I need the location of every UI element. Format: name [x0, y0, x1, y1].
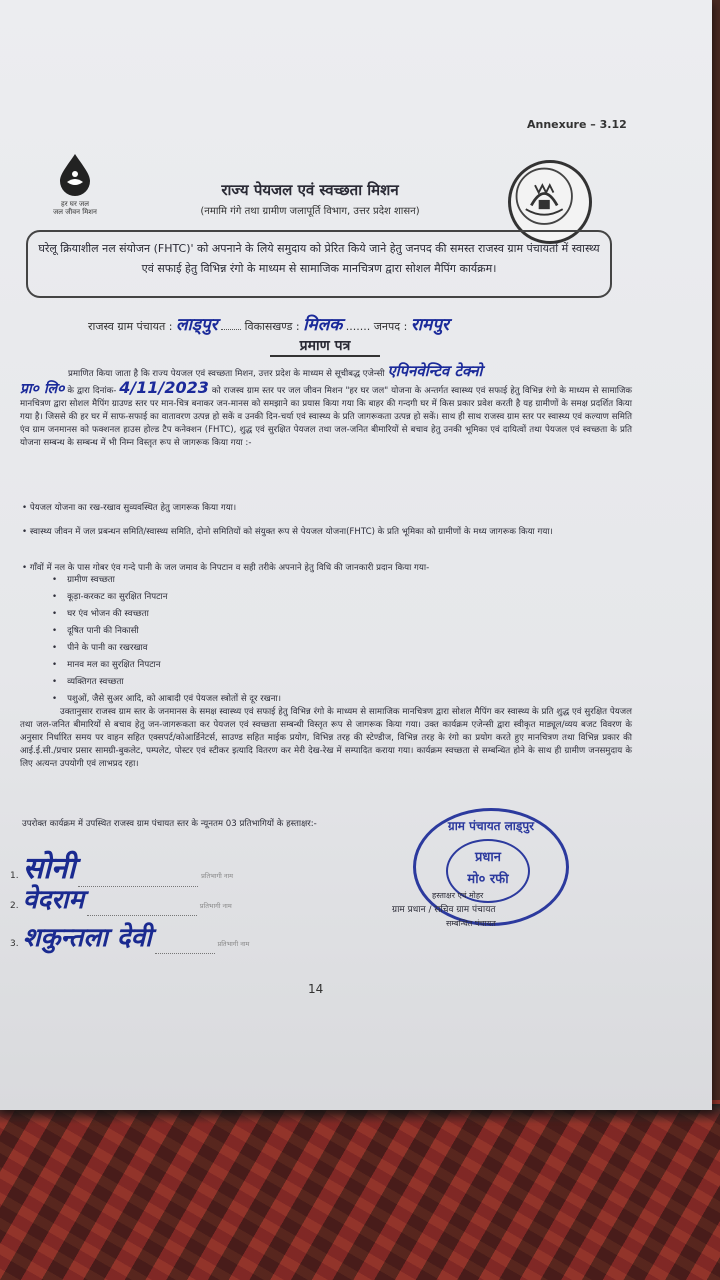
pradhan-line-2: ग्राम प्रधान / सचिव ग्राम पंचायत — [392, 905, 496, 915]
list-item: • व्यक्तिगत स्वच्छता — [52, 674, 281, 691]
certificate-heading: प्रमाण पत्र — [270, 336, 380, 357]
sanitation-sub-list — [52, 572, 281, 708]
bullet-2-text: स्वास्थ्य जीवन में जल प्रबन्धन समिति/स्वास्थ्य समिति, दोनो समितियों को संयुक्त रूप से पेयजल योजना(FHTC) के प्रति भूमिका को ग्रामीणों के मध्य जागरूक किया गया। — [29, 527, 553, 537]
para1-line2b: को राजस्व ग्राम स्तर पर जल जीवन मिशन "हर घर जल" योजना के अन्तर्गत — [211, 386, 449, 396]
page-title: राज्य पेयजल एवं स्वच्छता मिशन — [221, 181, 399, 199]
annexure-label: Annexure – 3.12 — [527, 118, 627, 131]
logo-caption-1: हर घर जल — [61, 200, 89, 208]
water-drop-logo-icon — [55, 152, 95, 196]
page-number: 14 — [308, 982, 324, 996]
bullet-1: • पेयजल योजना का रख-रखाव सुव्यवस्थित हेतु जागरूक किया गया। — [22, 503, 237, 513]
para1-rest: स्वास्थ्य एवं सफाई हेतु विभिन्न रंगो के माध्यम से सामाजिक मानचित्रण द्वारा सोशल मैपिंग ग्राउण्ड स्तर पर मान-चित्र बनाकर जन-मानस को समझाने का प्रयास किया गया कि बाहर की गन्दगी घर में किस प्रकार प्रवेश करती है यह ग्रामीणों के समक्ष प्रदर्शित किया गया है। जिससे की हर घर में साफ-सफाई का वातावरण उत्पन्न हो सकें व उनकी दिन-चर्या एवं स्वास्थ्य के प्रति जागरूकता उत्पन्न हो सकें। साथ ही साथ राजस्व ग्राम स्तर पर स्वास्थ्य एवं कल्याण समिति एंव ग्राम जनमानस को फक्शनल हाउस होल्ड टैप कनेक्शन (FHTC), शुद्ध एवं सुरक्षित पेयजल तथा जल-जनित बीमारियों से बचाव हेतु उनकी भूमिका एवं दायित्वों तथा पेयजल एवं स्वच्छता के प्रति योजना सम्बन्ध के सम्बन्ध में भी निम्न विस्तृत रूप से जागरूक किया गया :- — [20, 386, 633, 448]
sig-line-2 — [87, 915, 197, 916]
signature-1: सोनी — [22, 851, 76, 886]
gram-panchayat-line — [88, 312, 668, 335]
agency-handwritten-2: प्रा० लि० — [20, 381, 65, 397]
list-item: • घर एंव भोजन की स्वच्छता — [52, 606, 281, 623]
list-item: • दूषित पानी की निकासी — [52, 623, 281, 640]
gp-dots — [221, 329, 241, 330]
bullet-2: • स्वास्थ्य जीवन में जल प्रबन्धन समिति/स्वास्थ्य समिति, दोनो समितियों को संयुक्त रूप से पेयजल योजना(FHTC) के प्रति भूमिका को ग्रामीणों के मध्य जागरूक किया गया। — [22, 527, 553, 537]
list-item: • ग्रामीण स्वच्छता — [52, 572, 281, 589]
certificate-paragraph-1 — [20, 362, 633, 450]
bullet-1-text: पेयजल योजना का रख-रखाव सुव्यवस्थित हेतु जागरूक किया गया। — [29, 503, 237, 513]
signature-row-3 — [10, 918, 340, 954]
emblem-art-icon — [511, 163, 583, 235]
list-item: • पीने के पानी का रखरखाव — [52, 640, 281, 657]
program-banner: घरेलू क्रियाशील नल संयोजन (FHTC)' को अपनाने के लिये समुदाय को प्रेरित किये जाने हेतु जनपद की समस्त राजस्व ग्राम पंचायतों में स्वास्थ्य एवं सफाई हेतु विभिन्न रंगो के माध्यम से सामाजिक मानचित्रण द्वारा सोशल मैपिंग कार्यक्रम। — [26, 230, 612, 298]
date-handwritten: 4/11/2023 — [119, 378, 209, 397]
list-item: • मानव मल का सुरक्षित निपटान — [52, 657, 281, 674]
list-item: • पशुओं, जैसे सुअर आदि, को आबादी एवं पेयजल स्त्रोतों से दूर रखना। — [52, 691, 281, 708]
list-item: • कूड़ा-करकट का सुरक्षित निपटान — [52, 589, 281, 606]
bullet-3: • गाँवों में नल के पास गोबर एंव गन्दे पानी के जल जमाव के निपटान व सही तरीके अपनाने हेतु विधि की जानकारी प्रदान किया गया- — [22, 563, 430, 573]
sig-label-2: प्रतिभागी नाम — [199, 902, 232, 910]
signature-row-2 — [10, 880, 340, 916]
bullet-3-text: गाँवों में नल के पास गोबर एंव गन्दे पानी के जल जमाव के निपटान व सही तरीके अपनाने हेतु विधि की जानकारी प्रदान किया गया- — [29, 563, 430, 573]
signatures-header: उपरोक्त कार्यक्रम में उपस्थित राजस्व ग्राम पंचायत स्तर के न्यूनतम 03 प्रतिभागियों के हस्ताक्षर:- — [22, 819, 317, 829]
sig-label-1: प्रतिभागी नाम — [201, 872, 234, 880]
jal-jeevan-logo — [40, 152, 110, 216]
stamp-ring-text: ग्राम पंचायत लाड्पुर — [447, 819, 535, 833]
sig-num-3: 3. — [10, 939, 19, 949]
sig-num-1: 1. — [10, 871, 19, 881]
logo-caption-2: जल जीवन मिशन — [53, 208, 97, 216]
para1-line2: के द्वारा दिनांक- — [67, 386, 117, 396]
block-value: मिलक — [303, 315, 343, 335]
gp-label: राजस्व ग्राम पंचायत : — [88, 320, 173, 333]
signature-3: शकुन्तला देवी — [22, 923, 152, 953]
district-label: ....... जनपद : — [345, 320, 408, 333]
stamp-inner-2: मो० रफी — [467, 872, 509, 887]
stamp-inner-1: प्रधान — [475, 850, 501, 865]
district-value: रामपुर — [410, 315, 449, 335]
sig-line-3 — [155, 953, 215, 954]
page-subtitle: (नमामि गंगे तथा ग्रामीण जलापूर्ति विभाग, उत्तर प्रदेश शासन) — [200, 206, 420, 217]
pradhan-line-3: सम्बन्धित पंचायत — [446, 919, 496, 928]
sig-label-3: प्रतिभागी नाम — [217, 940, 250, 948]
agency-handwritten: एपिनवेन्टिव टेक्नो — [387, 362, 483, 380]
background-fabric — [0, 1100, 720, 1280]
signature-2: वेदराम — [22, 885, 85, 915]
para1-line1: प्रमाणित किया जाता है कि राज्य पेयजल एवं स्वच्छता मिशन, उत्तर प्रदेश के माध्यम से सूचीबद्ध एजेन्सी — [68, 369, 385, 379]
sig-num-2: 2. — [10, 901, 19, 911]
gp-value: लाड्पुर — [175, 315, 218, 335]
block-label: विकासखण्ड : — [244, 320, 300, 333]
pradhan-line-1: हस्ताक्षर एवं मोहर — [432, 891, 484, 900]
certificate-paragraph-2: उक्तानुसार राजस्व ग्राम स्तर के जनमानस के समक्ष स्वास्थ्य एवं सफाई हेतु विभिन्न रंगो के माध्यम से सामाजिक मानचित्रण द्वारा सोशल मैपिंग कर स्वास्थ्य के प्रति शुद्ध एवं सुरक्षित पेयजल तथा जल-जनित बीमारियों से बचाव हेतु जन-जागरूकता कर पेयजल एवं स्वच्छता सम्बन्धी विस्तृत रूप से जागरूक किया गया। उक्त कार्यक्रम एजेन्सी द्वारा स्वीकृत माड्यूल/व्यय बजट विवरण के अनुसार निर्धारित समय पर वाहन सहित एक्सपर्ट/कोआर्डिनेटर्स, साउण्ड सहित माईक प्रयोग, विभिन्न तरह की स्टेण्डीज, विभिन्न तरह के रंगो का प्रयोग करते हुए मानचित्रण तथा विभिन्न प्रकार की आई.ई.सी./प्रचार प्रसार सामग्री-बुकलेट, पम्पलेट, पोस्टर एवं स्टीकर इत्यादि वितरण कर मेरी देख-रेख में सम्पादित कराया गया। कार्यक्रम स्वच्छता से सम्बन्धित होने के साथ ही ग्रामीण जनसमुदाय के लिए अत्यन्त उपयोगी एवं लाभप्रद रहा। — [20, 707, 632, 769]
